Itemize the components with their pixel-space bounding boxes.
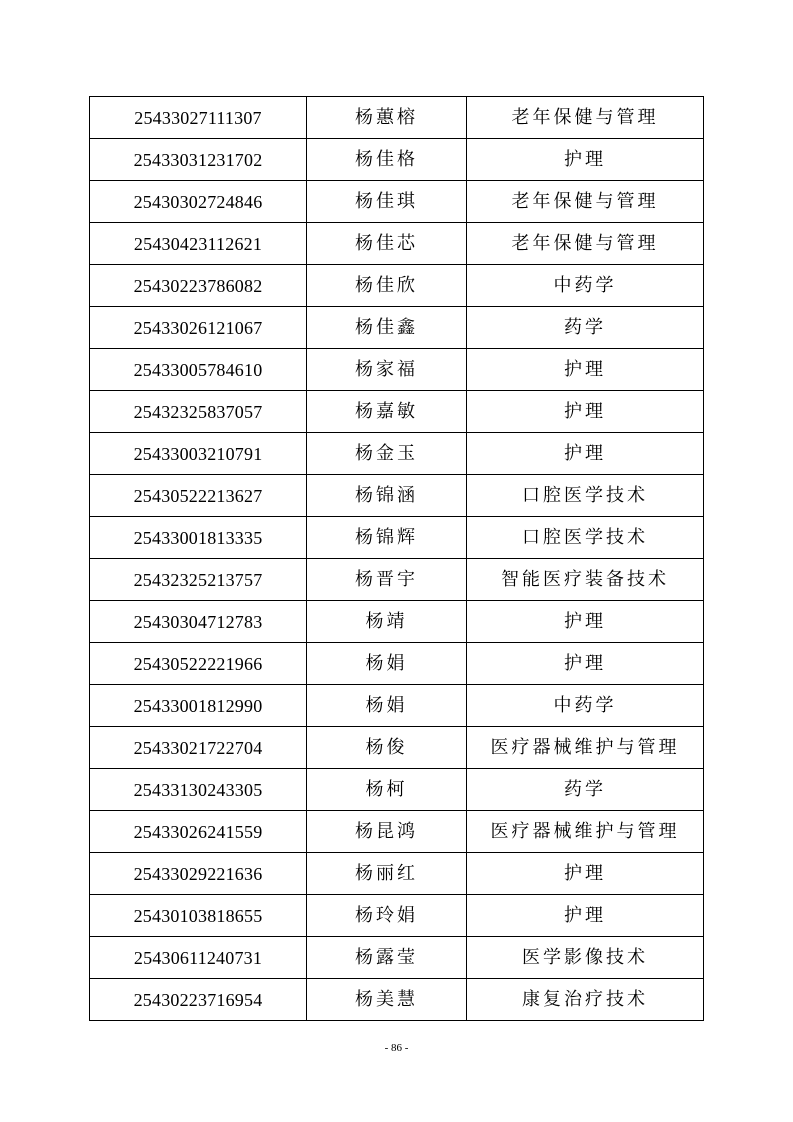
student-major-cell: 药学 [467, 769, 704, 811]
student-major-cell: 医疗器械维护与管理 [467, 811, 704, 853]
student-id-cell: 25433021722704 [90, 727, 307, 769]
student-major-cell: 口腔医学技术 [467, 475, 704, 517]
student-id-cell: 25433130243305 [90, 769, 307, 811]
student-id-cell: 25433026241559 [90, 811, 307, 853]
student-id-cell: 25430611240731 [90, 937, 307, 979]
student-name-cell: 杨佳鑫 [307, 307, 467, 349]
table-row [90, 895, 704, 937]
table-row [90, 559, 704, 601]
table-row [90, 979, 704, 1021]
page-number: - 86 - [384, 1042, 409, 1054]
roster-table [89, 96, 704, 1021]
student-major-cell: 老年保健与管理 [467, 223, 704, 265]
student-major-cell: 医疗器械维护与管理 [467, 727, 704, 769]
student-major-cell: 中药学 [467, 685, 704, 727]
table-row [90, 811, 704, 853]
student-name-cell: 杨露莹 [307, 937, 467, 979]
student-major-cell: 药学 [467, 307, 704, 349]
student-major-cell: 老年保健与管理 [467, 181, 704, 223]
table-row [90, 181, 704, 223]
student-id-cell: 25430304712783 [90, 601, 307, 643]
student-major-cell: 护理 [467, 643, 704, 685]
table-row [90, 853, 704, 895]
student-major-cell: 护理 [467, 895, 704, 937]
student-major-cell: 口腔医学技术 [467, 517, 704, 559]
table-row [90, 517, 704, 559]
student-name-cell: 杨晋宇 [307, 559, 467, 601]
student-name-cell: 杨玲娟 [307, 895, 467, 937]
table-row [90, 643, 704, 685]
table-row [90, 433, 704, 475]
student-id-cell: 25433029221636 [90, 853, 307, 895]
student-name-cell: 杨娟 [307, 643, 467, 685]
student-id-cell: 25433027111307 [90, 97, 307, 139]
student-id-cell: 25433005784610 [90, 349, 307, 391]
student-name-cell: 杨昆鸿 [307, 811, 467, 853]
table-row [90, 265, 704, 307]
table-row [90, 391, 704, 433]
student-id-cell: 25433003210791 [90, 433, 307, 475]
student-name-cell: 杨靖 [307, 601, 467, 643]
student-major-cell: 护理 [467, 433, 704, 475]
student-id-cell: 25430302724846 [90, 181, 307, 223]
student-name-cell: 杨俊 [307, 727, 467, 769]
student-major-cell: 护理 [467, 349, 704, 391]
student-name-cell: 杨锦辉 [307, 517, 467, 559]
student-name-cell: 杨佳欣 [307, 265, 467, 307]
student-name-cell: 杨锦涵 [307, 475, 467, 517]
roster-table-body [90, 97, 704, 1021]
table-row [90, 937, 704, 979]
student-name-cell: 杨家福 [307, 349, 467, 391]
student-id-cell: 25430223716954 [90, 979, 307, 1021]
table-row [90, 349, 704, 391]
student-id-cell: 25430522221966 [90, 643, 307, 685]
table-row [90, 727, 704, 769]
student-id-cell: 25433001812990 [90, 685, 307, 727]
table-row [90, 139, 704, 181]
table-row [90, 475, 704, 517]
student-major-cell: 护理 [467, 391, 704, 433]
student-id-cell: 25432325213757 [90, 559, 307, 601]
student-name-cell: 杨金玉 [307, 433, 467, 475]
student-major-cell: 康复治疗技术 [467, 979, 704, 1021]
table-row [90, 601, 704, 643]
table-row [90, 307, 704, 349]
student-name-cell: 杨佳芯 [307, 223, 467, 265]
table-row [90, 685, 704, 727]
student-name-cell: 杨佳格 [307, 139, 467, 181]
student-major-cell: 医学影像技术 [467, 937, 704, 979]
student-name-cell: 杨佳琪 [307, 181, 467, 223]
student-id-cell: 25430103818655 [90, 895, 307, 937]
table-row [90, 223, 704, 265]
student-id-cell: 25430522213627 [90, 475, 307, 517]
student-major-cell: 老年保健与管理 [467, 97, 704, 139]
student-major-cell: 中药学 [467, 265, 704, 307]
student-id-cell: 25433031231702 [90, 139, 307, 181]
student-id-cell: 25433026121067 [90, 307, 307, 349]
student-major-cell: 智能医疗装备技术 [467, 559, 704, 601]
student-id-cell: 25433001813335 [90, 517, 307, 559]
student-name-cell: 杨丽红 [307, 853, 467, 895]
student-major-cell: 护理 [467, 853, 704, 895]
student-name-cell: 杨柯 [307, 769, 467, 811]
student-name-cell: 杨娟 [307, 685, 467, 727]
table-row [90, 769, 704, 811]
student-major-cell: 护理 [467, 139, 704, 181]
student-id-cell: 25430223786082 [90, 265, 307, 307]
student-name-cell: 杨美慧 [307, 979, 467, 1021]
student-name-cell: 杨嘉敏 [307, 391, 467, 433]
student-id-cell: 25430423112621 [90, 223, 307, 265]
table-row [90, 97, 704, 139]
student-id-cell: 25432325837057 [90, 391, 307, 433]
student-major-cell: 护理 [467, 601, 704, 643]
student-name-cell: 杨蕙榕 [307, 97, 467, 139]
